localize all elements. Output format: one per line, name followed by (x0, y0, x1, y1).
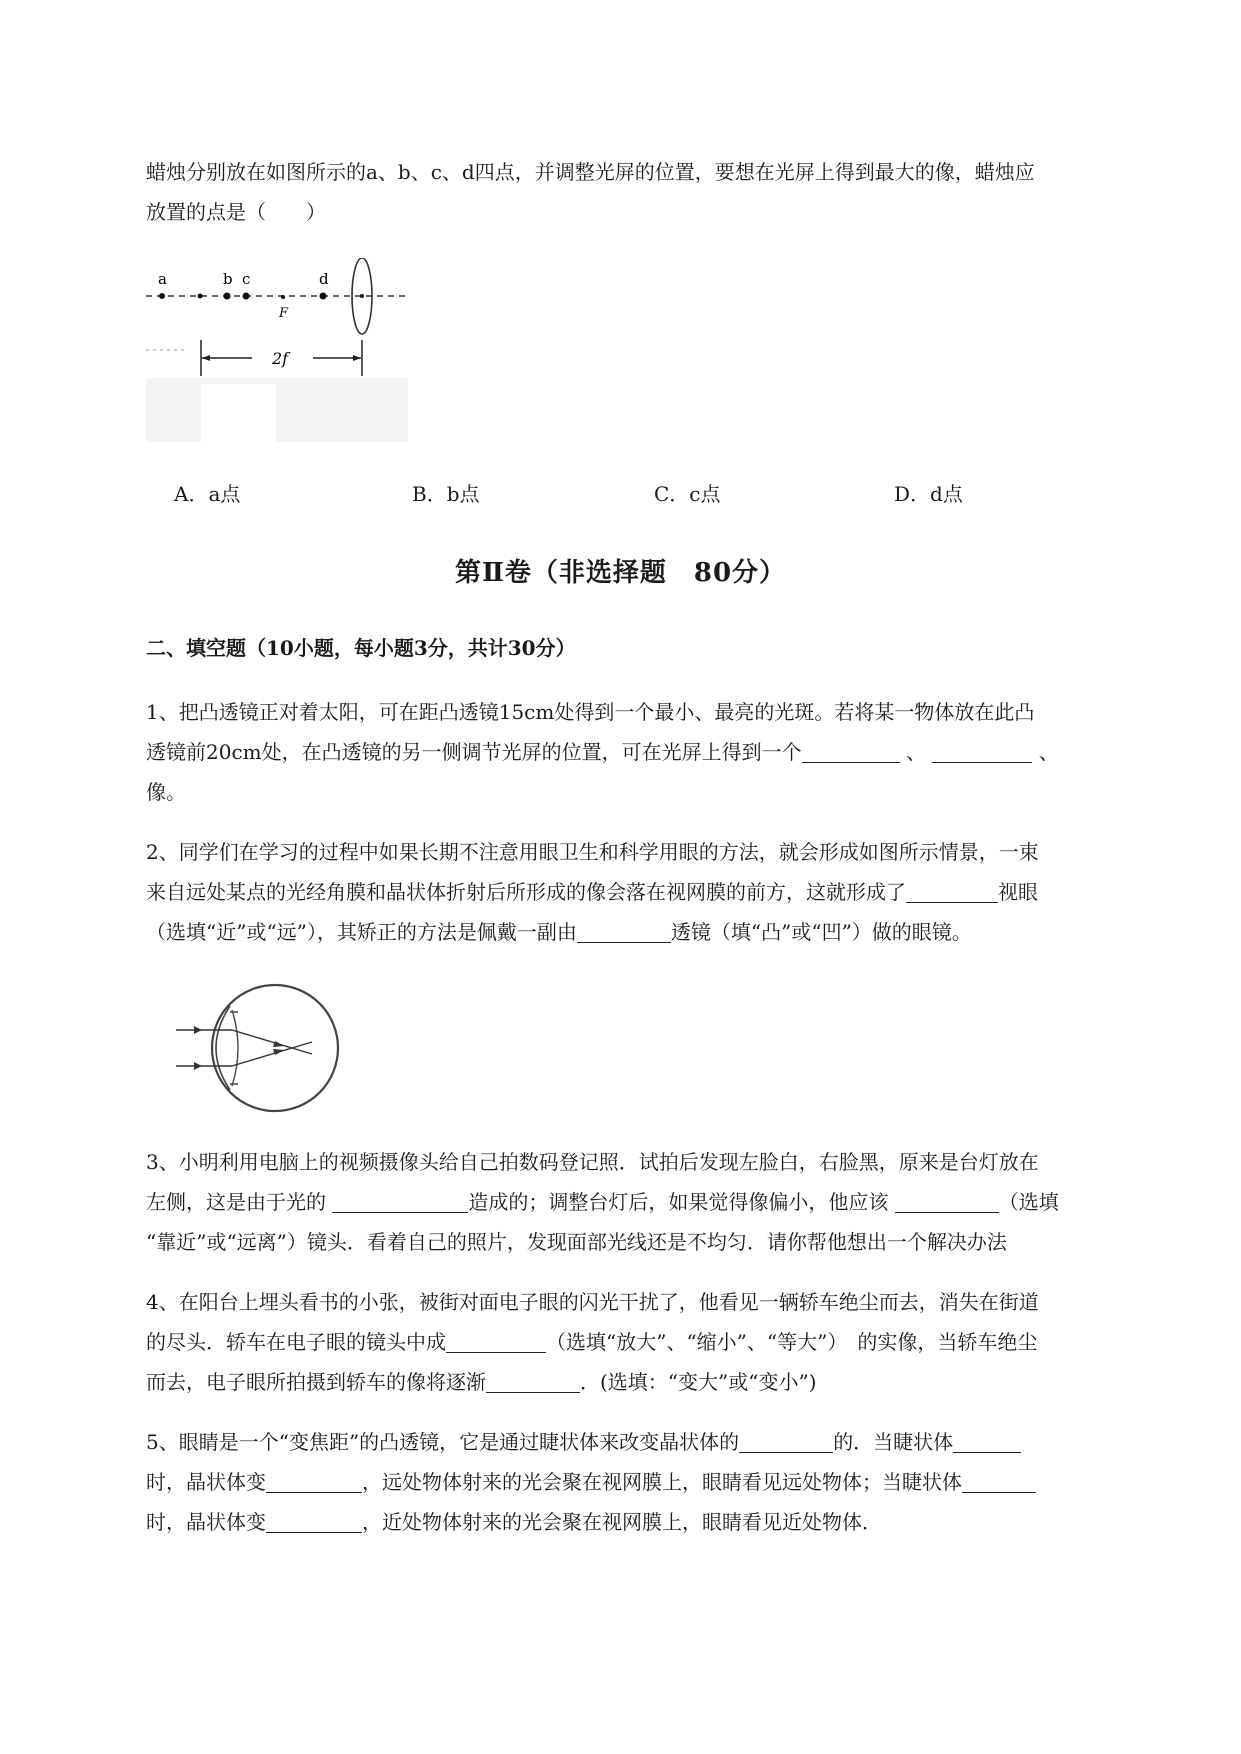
question-line: 1、把凸透镜正对着太阳，可在距凸透镜15cm处得到一个最小、最亮的光斑。若将某一物体放在此凸 (146, 700, 1035, 724)
question-2 (146, 832, 1151, 952)
question-line (146, 1422, 1151, 1462)
option-b: B．b点 (412, 482, 480, 506)
question-1 (146, 692, 1151, 812)
separator: 、 (899, 740, 926, 764)
axis-dot (198, 294, 203, 299)
question-text-segment: （选填“近”或“远”），其矫正的方法是佩戴一副由 (146, 920, 577, 944)
question-line (146, 1322, 1151, 1362)
question-line (146, 1462, 1151, 1502)
answer-blank[interactable] (332, 1186, 468, 1213)
question-line (146, 1502, 1151, 1542)
lens-center (360, 294, 364, 298)
eyeball-outline (212, 985, 338, 1111)
label-b: b (223, 270, 233, 288)
question-text-segment: 的尽头．轿车在电子眼的镜头中成 (146, 1330, 446, 1354)
lens-front (232, 1010, 238, 1086)
question-line: 像。 (146, 780, 186, 804)
answer-blank[interactable] (486, 1366, 580, 1393)
ray-bottom-refracted (232, 1042, 312, 1066)
question-line (146, 1362, 1151, 1402)
ray-top-refracted (232, 1030, 312, 1054)
point-d (320, 293, 327, 300)
question-text-segment: 时，晶状体变 (146, 1510, 266, 1534)
iris-marks (230, 1012, 238, 1084)
label-focus: F (279, 306, 289, 321)
question-text-segment: 来自远处某点的光经角膜和晶状体折射后所形成的像会落在视网膜的前方，这就形成了 (146, 880, 906, 904)
question-line (146, 872, 1151, 912)
arrow-bottom-refracted (273, 1049, 284, 1055)
answer-blank[interactable] (895, 1186, 999, 1213)
question-line (146, 732, 1151, 772)
question-text-segment: （选填“放大”、“缩小”、“等大”） 的实像，当轿车绝尘 (546, 1330, 1038, 1354)
answer-blank[interactable] (932, 736, 1032, 763)
question-line: 2、同学们在学习的过程中如果长期不注意用眼卫生和科学用眼的方法，就会形成如图所示情景，一束 (146, 840, 1039, 864)
point-c (243, 293, 250, 300)
question-line: 放置的点是（ ） (146, 200, 326, 224)
answer-blank[interactable] (962, 1466, 1036, 1493)
question-text-segment: 视眼 (998, 880, 1038, 904)
question-line (146, 912, 1151, 952)
question-text-segment: 透镜前20cm处，在凸透镜的另一侧调节光屏的位置，可在光屏上得到一个 (146, 740, 802, 764)
question-text (146, 152, 1151, 232)
option-a: A．a点 (174, 482, 241, 506)
answer-blank[interactable] (802, 736, 900, 763)
question-line: 蜡烛分别放在如图所示的a、b、c、d四点，并调整光屏的位置，要想在光屏上得到最大的像，蜡烛应 (146, 160, 1035, 184)
label-2f: 2f (272, 349, 289, 368)
arrow-left (202, 355, 210, 361)
question-text-segment: 5、眼睛是一个“变焦距”的凸透镜，它是通过睫状体来改变晶状体的 (146, 1430, 740, 1454)
answer-blank[interactable] (953, 1426, 1021, 1453)
point-a (159, 293, 165, 299)
question-text-segment: ，近处物体射来的光会聚在视网膜上，眼睛看见近处物体． (362, 1510, 882, 1534)
question-text-segment: 而去，电子眼所拍摄到轿车的像将逐渐 (146, 1370, 486, 1394)
option-d: D．d点 (894, 482, 963, 506)
eye-figure (172, 982, 356, 1116)
label-c: c (242, 270, 251, 288)
answer-blank[interactable] (906, 876, 998, 903)
part-heading: 二、填空题（10小题，每小题3分，共计30分） (146, 636, 576, 660)
question-text-segment: 左侧，这是由于光的 (146, 1190, 326, 1214)
answer-blank[interactable] (266, 1466, 362, 1493)
question-text-segment: （选填 (998, 1190, 1059, 1214)
answer-blank[interactable] (577, 916, 671, 943)
lens-figure (146, 258, 408, 442)
question-text-segment: 透镜（填“凸”或“凹”）做的眼镜。 (670, 920, 972, 944)
question-text-segment: 时，晶状体变 (146, 1470, 266, 1494)
option-c: C．c点 (654, 482, 721, 506)
answer-blank[interactable] (739, 1426, 833, 1453)
label-d: d (319, 270, 329, 288)
focus-dot (281, 295, 285, 299)
arrow-bottom-in (194, 1062, 202, 1070)
question-text-segment: 的．当睫状体 (833, 1430, 954, 1454)
question-line: 3、小明利用电脑上的视频摄像头给自己拍数码登记照．试拍后发现左脸白，右脸黑，原来是台灯放在 (146, 1150, 1039, 1174)
arrow-top-refracted (273, 1041, 284, 1047)
section-title: 第Ⅱ卷（非选择题 80分） (454, 558, 787, 588)
label-a: a (158, 270, 167, 288)
question-text-segment: 造成的；调整台灯后，如果觉得像偏小，他应该 (468, 1190, 889, 1214)
separator: 、 (1032, 740, 1059, 764)
question-line: 4、在阳台上埋头看书的小张，被街对面电子眼的闪光干扰了，他看见一辆轿车绝尘而去，消失在街道 (146, 1290, 1039, 1314)
point-b (224, 293, 231, 300)
answer-blank[interactable] (266, 1506, 362, 1533)
answer-blank[interactable] (446, 1326, 546, 1353)
figure-background (146, 378, 408, 442)
question-4 (146, 1282, 1151, 1402)
question-line: “靠近”或“远离”）镜头．看着自己的照片，发现面部光线还是不均匀．请你帮他想出一个解决办法 (146, 1230, 1007, 1254)
figure-patch (201, 384, 276, 442)
arrow-top-in (194, 1026, 202, 1034)
question-5 (146, 1422, 1151, 1542)
question-text-segment: ．(选填：“变大”或“变小”) (580, 1370, 817, 1394)
arrow-right (353, 355, 361, 361)
question-text-segment: ，远处物体射来的光会聚在视网膜上，眼睛看见远处物体；当睫状体 (362, 1470, 962, 1494)
question-3 (146, 1142, 1151, 1262)
question-line (146, 1182, 1151, 1222)
